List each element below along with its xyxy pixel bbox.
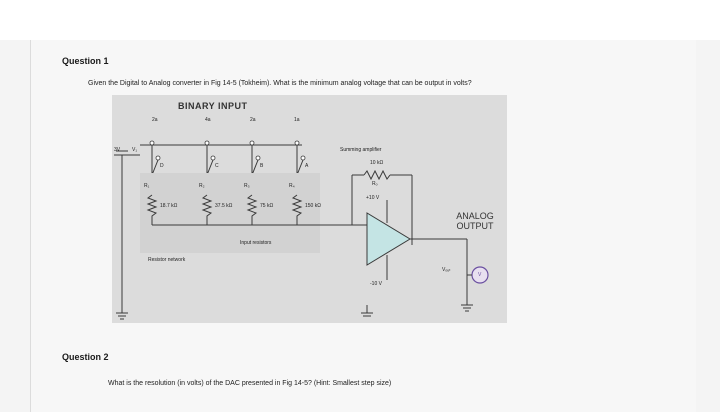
- resistor-value: 37.5 kΩ: [215, 203, 233, 209]
- resistor-value: 75 kΩ: [260, 203, 274, 209]
- question2-prompt: What is the resolution (in volts) of the DAC presented in Fig 14-5? (Hint: Smallest step size): [108, 380, 392, 387]
- resistor-network-label: Resistor network: [148, 257, 186, 263]
- dac-figure: [112, 95, 507, 323]
- feedback-resistor: [364, 171, 390, 179]
- switch-letter: B: [260, 163, 264, 169]
- resistor-name: R₃: [244, 183, 250, 189]
- bit-label: 2a: [250, 117, 256, 123]
- minus-supply-label: -10 V: [370, 281, 382, 287]
- resistor-name: R₁: [144, 183, 150, 189]
- vin-label: 3V: [114, 147, 121, 153]
- resistor-name: R₂: [199, 183, 205, 189]
- bit-label: 2a: [152, 117, 158, 123]
- vout-label: Vₒᵤₜ: [442, 267, 451, 273]
- resistor-value: 150 kΩ: [305, 203, 321, 209]
- question1-prompt: Given the Digital to Analog converter in Fig 14-5 (Tokheim). What is the minimum analog voltage that can be output in volts?: [88, 80, 472, 87]
- analog-output-label: ANALOG OUTPUT: [456, 211, 494, 231]
- ground-icon: [116, 305, 473, 319]
- input-resistors-label: Input resistors: [240, 240, 272, 246]
- top-bar: [0, 0, 720, 40]
- vin-symbol: V₁: [132, 147, 138, 153]
- switch-contacts: [150, 141, 305, 160]
- bit-label: 1a: [294, 117, 300, 123]
- switch-letter: C: [215, 163, 219, 169]
- switch-letter: D: [160, 163, 164, 169]
- binary-input-title: BINARY INPUT: [178, 101, 248, 111]
- dac-circuit-diagram: [112, 95, 507, 323]
- resistor-name: R₄: [289, 183, 295, 189]
- resistor-value: 18.7 kΩ: [160, 203, 178, 209]
- feedback-name: Rₒ: [372, 181, 378, 187]
- meter-symbol: V: [478, 272, 482, 278]
- question1-heading: Question 1: [62, 56, 109, 66]
- op-amp: [367, 213, 410, 265]
- plus-supply-label: +10 V: [366, 195, 380, 201]
- switch-letter: A: [305, 163, 309, 169]
- feedback-value: 10 kΩ: [370, 160, 384, 166]
- question2-heading: Question 2: [62, 352, 109, 362]
- bit-label: 4a: [205, 117, 211, 123]
- summing-amplifier-label: Summing amplifier: [340, 147, 382, 153]
